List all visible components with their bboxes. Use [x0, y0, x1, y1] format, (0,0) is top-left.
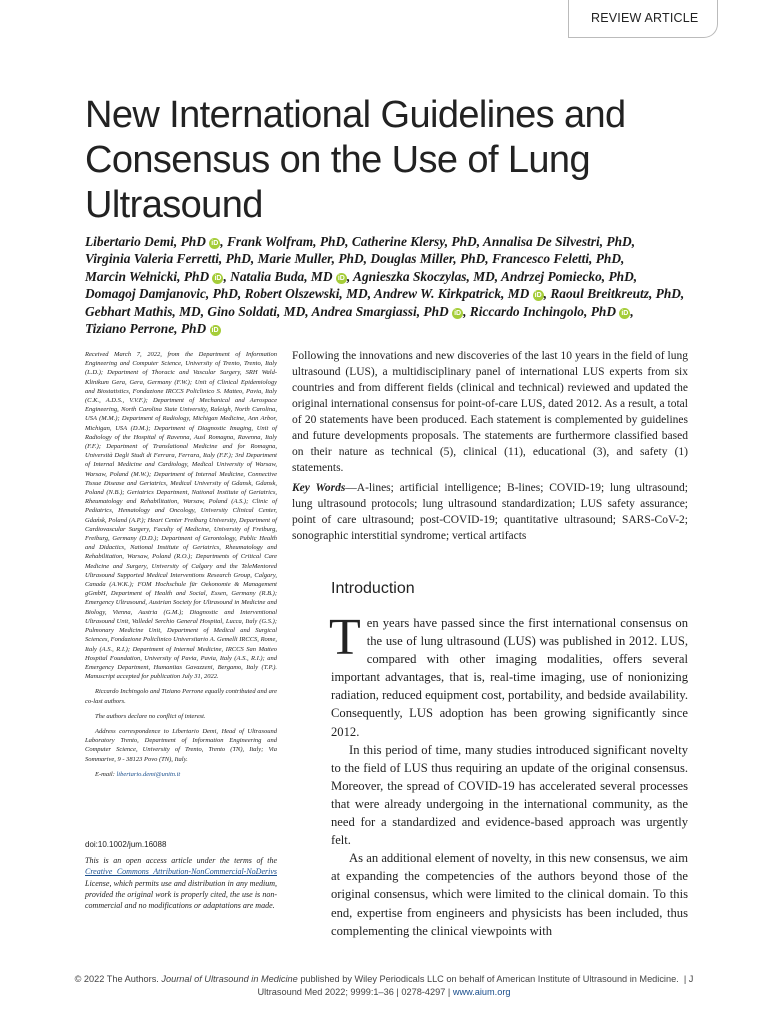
email-link[interactable]: libertario.demi@unitn.it	[116, 770, 181, 778]
abstract: Following the innovations and new discoveries of the last 10 years in the field of lung ultrasound (LUS), a multidisciplinary panel of international LUS experts from six countries and from different fields (clinical and technical) reviewed and updated the original international consensus for point-of-care LUS, dated 2012. As a result, a total of 20 statements have been produced. Each statement is complemented by guidelines and future developments proposals. The statements are furthermore classified based on their nature as technical (5), clinical (11), educational (3), and safety (1) statements.	[292, 350, 688, 474]
orcid-icon[interactable]: iD	[214, 274, 222, 282]
orcid-icon[interactable]: iD	[211, 327, 219, 335]
publisher-text: published by Wiley Periodicals LLC on behalf of American Institute of Ultrasound in Medicine.	[297, 974, 679, 984]
article-type-label: REVIEW ARTICLE	[591, 11, 699, 25]
citation: J Ultrasound Med 2022; 9999:1–36	[257, 974, 694, 997]
journal-name: Journal of Ultrasound in Medicine	[161, 974, 298, 984]
orcid-icon[interactable]: iD	[211, 240, 219, 247]
author-separator: ,	[630, 303, 634, 319]
author-name: Marcin Wełnicki, PhD	[85, 268, 210, 284]
article-type-badge	[568, 0, 718, 38]
license-text: This is an open access article under the terms of the	[85, 856, 277, 865]
email-label: E-mail:	[95, 770, 117, 778]
orcid-icon[interactable]: iD	[621, 309, 629, 317]
author-name: , Natalia Buda, MD	[223, 268, 333, 284]
title-line: Consensus on the Use of Lung	[85, 139, 590, 181]
author-name: , Agnieszka Skoczylas, MD, Andrzej Pomiecko, PhD,	[346, 268, 638, 284]
article-title	[85, 93, 645, 228]
open-access-notice	[85, 855, 277, 911]
correspondence-address: Address correspondence to Libertario Demi, Head of Ultrasound Laboratory Trento, Department of Information Engineering and Computer Science, University of Trento, Trento (TN), Italy; Via Sommarive, 9 - 38123 Povo (TN), Italy.	[85, 727, 277, 763]
affiliation-notes	[85, 350, 277, 779]
affiliations-text: Received March 7, 2022, from the Department of Information Engineering and Computer Science, University of Trento, Trento, Italy (L.D.); Department of Thoracic and Vascular Surgery, SRH Wald-Klinikum Gera, Gera, Germany (F.W.); Unit of Clinical Epidemiology and Biostatistics, Fondazione IRCCS Policlinico S. Matteo, Pavia, Italy (C.K., A.D.S., V.V.F.); Department of Mechanical and Aerospace Engineering, North Carolina State University, Raleigh, North Carolina, USA (M.M.); Department of Radiology, Michigan Medicine, Ann Arbor, Michigan, USA (D.M.); Department of Diagnostic Imaging, Unit of Radiology of the Hospital of Ravenna, Ausl Romagna, Ravenna, Italy (F.F.); Department of Translational Medicine and for Romagna, Università Degli Studi di Ferrara, Ferrara, Italy (F.F.); 3rd Department of Internal Medicine and Cardiology, Medical University of Warsaw, Warsaw, Poland (M.W.); Department of Internal Medicine, Connective Tissue Disease and Geriatrics, Medical University of Gdansk, Gdansk, Poland (N.B.); Geriatrics Department, National Institute of Geriatrics, Rheumatology and Rehabilitation, Warsaw, Poland (A.S.); Clinic of Pediatrics, Hematology and Oncology, University Clinical Center, Gdańsk, Poland (A.P.); Heart Center Freiburg University, Department of Cardiovascular Surgery, Faculty of Medicine, University of Freiburg, Freiburg, Germany (D.D.); Department of Gerontology, Public Health and Didactics, National Institute of Geriatrics, Rheumatology and Rehabilitation, Warsaw, Poland (R.O.); Departments of Critical Care Medicine and Surgery, University of Calgary and the TeleMentored Ultrasound Supported Medical Interventions Research Group, Calgary, Canada (A.W.K.); FOM Hochschule für Oekonomie & Management gGmbH, Department of Health and Social, Essen, Germany (R.B.); Emergency Ultrasound, Austrian Society for Ultrasound in Medicine and Biology, Vienna, Austria (G.M.); Diagnostic and Interventional Ultrasound Unit, Valledel Serchio General Hospital, Lucca, Italy (G.S.); Pulmonary Medicine Unit, Department of Medical and Surgical Sciences, Fondazione Policlinico Universitario A. Gemelli IRCCS, Rome, Italy (A.S., R.I.); Department of Internal Medicine, IRCCS San Matteo Hospital Foundation, University of Pavia, Pavia, Italy (A.S., R.I.); and Emergency Department, Humanitas Gavazzeni, Bergamo, Italy (T.P.). Manuscript accepted for publication July 31, 2022.	[85, 351, 277, 681]
paragraph: As an additional element of novelty, in this new consensus, we aim at expanding the competencies of the authors beyond those of the original consensus, which were limited to the clinical domain. To this end, expertise from engineers and physicists has been included, thus complementing the clinical viewpoints with	[331, 851, 688, 938]
title-line: New International Guidelines and	[85, 94, 626, 136]
copyright-text: © 2022 The Authors.	[74, 974, 162, 984]
author-name: Tiziano Perrone, PhD	[85, 321, 207, 337]
license-text: License, which permits use and distribution in any medium, provided the original work is properly cited, the use is non-commercial and no modifications or adaptations are made.	[85, 878, 277, 911]
keywords-label: Key Words	[292, 482, 346, 494]
orcid-icon[interactable]: iD	[534, 292, 542, 300]
author-name: , Riccardo Inchingolo, PhD	[463, 303, 616, 319]
drop-cap: T	[329, 609, 361, 666]
keywords	[292, 480, 688, 544]
author-name: , Raoul Breitkreutz, PhD,	[543, 286, 685, 302]
page-footer: © 2022 The Authors. Journal of Ultrasound in Medicine published by Wiley Periodicals LLC on behalf of American Institute of Ultrasound in Medicine. | J Ultrasound Med 2022; 9999:1–36 | 0278-4297 | www.aium.org	[74, 974, 694, 997]
orcid-icon[interactable]: iD	[454, 309, 462, 317]
title-line: Ultrasound	[85, 184, 263, 226]
doi: doi:10.1002/jum.16088	[85, 840, 167, 849]
keywords-text: —A-lines; artificial intelligence; B-lines; COVID-19; lung ultrasound; lung ultrasound protocols; lung ultrasound standardization; LUS safety assurance; point of care ultrasound; post-COVID-19; quantitative ultrasound; SARS-CoV-2; sonographic interstitial syndrome; vertical artifacts	[292, 482, 688, 542]
introduction-body	[329, 609, 688, 940]
paragraph-text: en years have passed since the first international consensus on the use of lung ultrasound (LUS) was published in 2012. LUS, compared with other imaging modalities, offers several important advantages, that is, real-time imaging, use of nonionizing radiation, reduced equipment cost, portability, and bedside availability. Consequently, LUS adoption has been growing significantly since 2012.	[331, 616, 688, 739]
author-name: , Frank Wolfram, PhD, Catherine Klersy, PhD, Annalisa De Silvestri, PhD,	[220, 234, 636, 249]
paragraph	[329, 609, 688, 741]
issn: 0278-4297	[401, 987, 446, 997]
author-list	[85, 233, 685, 337]
conflict-note: The authors declare no conflict of interest.	[95, 712, 206, 720]
email-line	[85, 770, 277, 779]
section-heading: Introduction	[331, 580, 415, 597]
author-name: Gebhart Mathis, MD, Gino Soldati, MD, Andrea Smargiassi, PhD	[85, 303, 449, 319]
author-name: Domagoj Damjanovic, PhD, Robert Olszewski, MD, Andrew W. Kirkpatrick, MD	[85, 286, 530, 302]
paragraph: In this period of time, many studies introduced significant novelty to the field of LUS thus requiring an update of the original consensus. Moreover, the spread of COVID-19 has accelerated several processes that were already undergoing in the international community, as the need for a standardized and evidence-based approach was urgently felt.	[331, 742, 688, 848]
website-link[interactable]: www.aium.org	[452, 987, 511, 997]
author-name: Virginia Valeria Ferretti, PhD, Marie Muller, PhD, Douglas Miller, PhD, Francesco Feletti, PhD,	[85, 251, 625, 267]
equal-contribution-note: Riccardo Inchingolo and Tiziano Perrone equally contributed and are co-last authors.	[85, 688, 277, 705]
author-name: Libertario Demi, PhD	[85, 234, 206, 249]
orcid-icon[interactable]: iD	[337, 274, 345, 282]
license-link[interactable]: Creative Commons Attribution-NonCommercial-NoDerivs	[85, 867, 277, 877]
